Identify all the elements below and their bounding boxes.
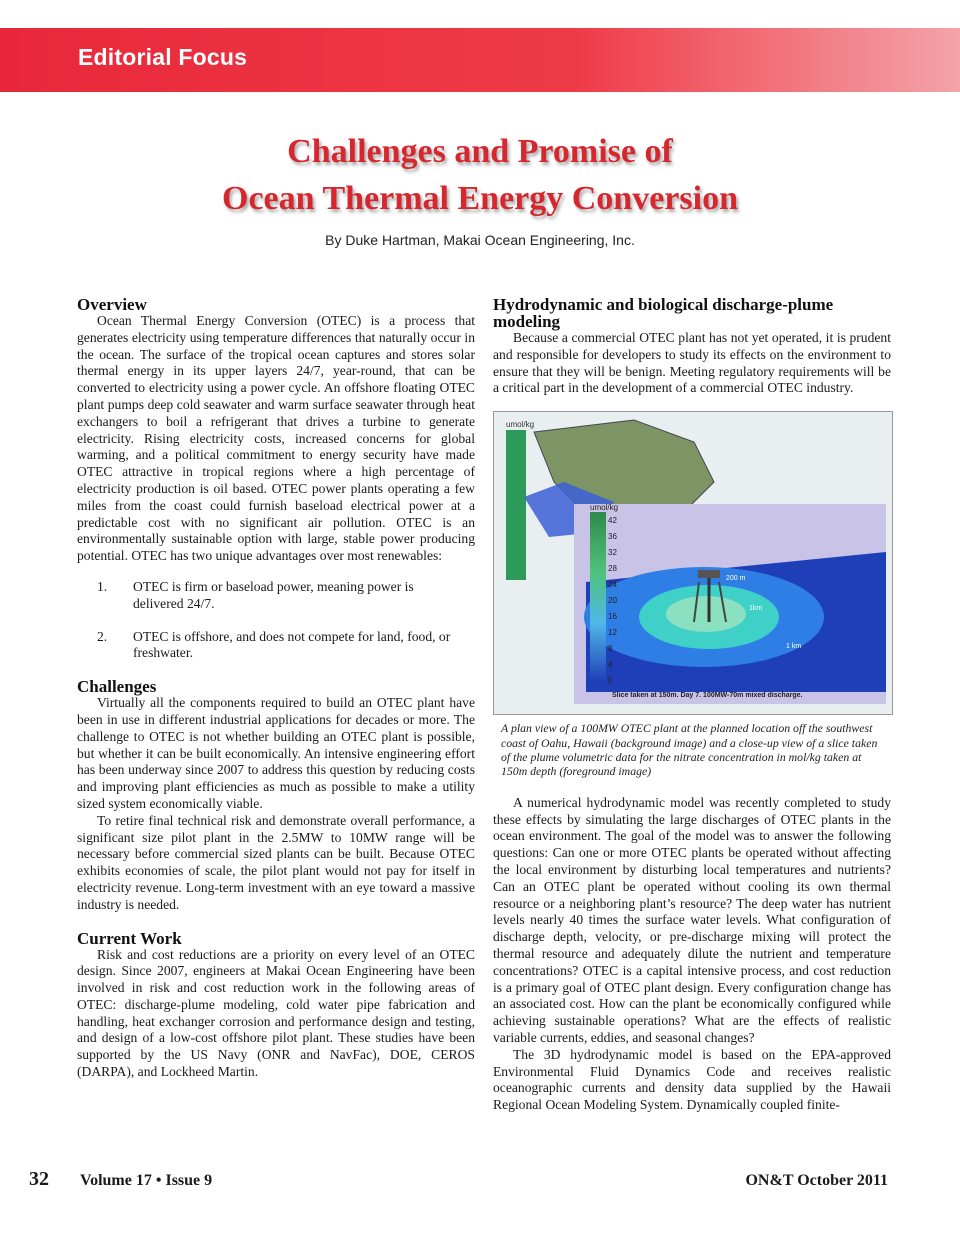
background-color-scale xyxy=(506,430,526,580)
scale-tick-label: 16 xyxy=(608,612,617,622)
figure-caption: A plan view of a 100MW OTEC plant at the planned location off the southwest coast of Oahu, Hawaii (background image) and a close-up view of a slice taken of the plume volumetric data for the nitrate concentration in mol/kg taken at 150m depth (foreground image) xyxy=(501,721,878,779)
hydro-paragraph-3: The 3D hydrodynamic model is based on the EPA-approved Environmental Fluid Dynamics Code and receives realistic oceanographic currents and density data supplied by the Hawaii Regional Ocean Modeling System. Dynamically coupled finite- xyxy=(493,1046,891,1113)
scale-tick-label: 12 xyxy=(608,628,617,638)
plume-figure-graphic xyxy=(494,412,892,714)
scale-tick-label: 42 xyxy=(608,516,617,526)
hydro-heading: Hydrodynamic and biological discharge-plume modeling xyxy=(493,295,834,331)
scale-tick-label: 0 xyxy=(608,676,613,686)
advantages-list xyxy=(77,579,475,662)
issue-info: Volume 17 • Issue 9 xyxy=(80,1172,213,1189)
title-line-2: Ocean Thermal Energy Conversion xyxy=(222,180,738,217)
list-number: 2. xyxy=(97,628,108,644)
title-line-1: Challenges and Promise of xyxy=(287,133,673,170)
current-work-section xyxy=(77,930,475,1081)
plume-core-region xyxy=(666,596,746,632)
scale-tick-label: 24 xyxy=(608,580,617,590)
current-work-heading: Current Work xyxy=(77,928,182,948)
scale-tick-label: 28 xyxy=(608,564,617,574)
list-number: 1. xyxy=(97,578,108,594)
scale-tick-label: 4 xyxy=(608,660,613,670)
page-number: 32 xyxy=(29,1168,49,1190)
unit-label-back: umol/kg xyxy=(506,420,535,430)
article-title xyxy=(0,128,960,222)
plume-figure xyxy=(493,411,893,715)
scale-tick-label: 36 xyxy=(608,532,617,542)
challenges-paragraph-2: To retire final technical risk and demonstrate overall performance, a significant size pilot plant in the 2.5MW to 10MW range will be necessary before commercial sized plants can be built. Because OTEC exhibits economies of scale, the pilot plant would not pay for itself in electricity revenue. Long-term investment with an eye toward a massive industry is needed. xyxy=(77,812,475,912)
left-column xyxy=(77,296,475,1081)
list-text: OTEC is offshore, and does not compete for land, food, or freshwater. xyxy=(133,628,451,661)
slice-note: Slice taken at 150m. Day 7. 100MW-70m mixed discharge. xyxy=(612,692,803,700)
scale-tick-label: 20 xyxy=(608,596,617,606)
hydro-paragraph-2: A numerical hydrodynamic model was recently completed to study these effects by simulating the large discharges of OTEC plants in the ocean environment. The goal of the model was to answer the following questions: Can one or more OTEC plants be operated without affecting the local environment by disturbing local temperatures and nutrients? Can an OTEC plant be operated without cooling its own thermal resource or a neighboring plant’s resource? The deep water has nutrient levels nearly 40 times the surface water levels. What configuration of discharge depth, velocity, or pre-discharge mixing will protect the thermal resource and adequately dilute the nutrient and temperature concentrations? OTEC is a capital intensive process, and cost reduction is a primary goal of OTEC plant design. Every configuration change has an associated cost. How can the plant be economically configured while achieving sustainable operations? What are the effects of realistic variable currents, eddies, and seasonal changes? xyxy=(493,794,891,1045)
concentration-color-scale xyxy=(590,512,606,682)
scale-tick-label: 8 xyxy=(608,644,613,654)
current-work-paragraph: Risk and cost reductions are a priority on every level of an OTEC design. Since 2007, engineers at Makai Ocean Engineering have been involved in risk and cost reduction work in the following areas of OTEC: discharge-plume modeling, cold water pipe fabrication and handling, heat exchanger corrosion and performance design and testing, and design of a low-cost offshore pilot plant. These studies have been supported by the US Navy (ONR and NavFac), DOE, CEROS (DARPA), and Lockheed Martin. xyxy=(77,946,475,1080)
label-1km-a: 1km xyxy=(749,605,763,613)
list-item xyxy=(97,578,475,613)
byline: By Duke Hartman, Makai Ocean Engineering, Inc. xyxy=(325,232,635,248)
challenges-section xyxy=(77,678,475,913)
scale-tick-label: 32 xyxy=(608,548,617,558)
unit-label-front: umol/kg xyxy=(590,503,619,513)
section-banner xyxy=(0,28,960,92)
overview-heading: Overview xyxy=(77,295,147,314)
list-item xyxy=(97,628,475,663)
right-column xyxy=(493,296,891,1114)
challenges-heading: Challenges xyxy=(77,677,157,697)
hydro-paragraph-1: Because a commercial OTEC plant has not yet operated, it is prudent and responsible for developers to study its effects on the environment to ensure that they will be benign. Meeting regulatory requirements will be a critical part in the development of a commercial OTEC industry. xyxy=(493,330,891,396)
page-footer xyxy=(0,1168,960,1198)
list-text: OTEC is firm or baseload power, meaning power is delivered 24/7. xyxy=(133,578,414,611)
section-label: Editorial Focus xyxy=(78,44,248,70)
label-200m: 200 m xyxy=(726,575,746,583)
publication-date: ON&T October 2011 xyxy=(745,1172,888,1189)
label-1km-b: 1 km xyxy=(786,643,802,651)
challenges-paragraph-1: Virtually all the components required to build an OTEC plant have been in use in different industrial applications for decades or more. The challenge to OTEC is not whether building an OTEC plant is possible, but whether it can be built economically. An intensive engineering effort has been underway since 2007 to address this question by reducing costs and improving plant efficiencies as much as possible to make a utility sized system economically viable. xyxy=(77,695,475,811)
overview-paragraph: Ocean Thermal Energy Conversion (OTEC) is a process that generates electricity using temperature differences that naturally occur in the ocean. The surface of the tropical ocean captures and stores solar thermal energy in its upper layers 24/7, year-round, that can be converted to electricity using a power cycle. An offshore floating OTEC plant pumps deep cold seawater and warm surface seawater through heat exchangers to boil a refrigerant that drives a turbine to generate electricity. Rising electricity costs, increased concerns for global warming, and a political commitment to energy security have made OTEC attractive in tropical regions where a high percentage of electricity production is oil based. OTEC power plants operating a few miles from the coast could furnish baseload electrical power at a predictable cost with no significant air pollution. OTEC is an environmentally sustainable option with large, stable power producing potential. OTEC has two unique advantages over most renewables: xyxy=(77,313,475,564)
